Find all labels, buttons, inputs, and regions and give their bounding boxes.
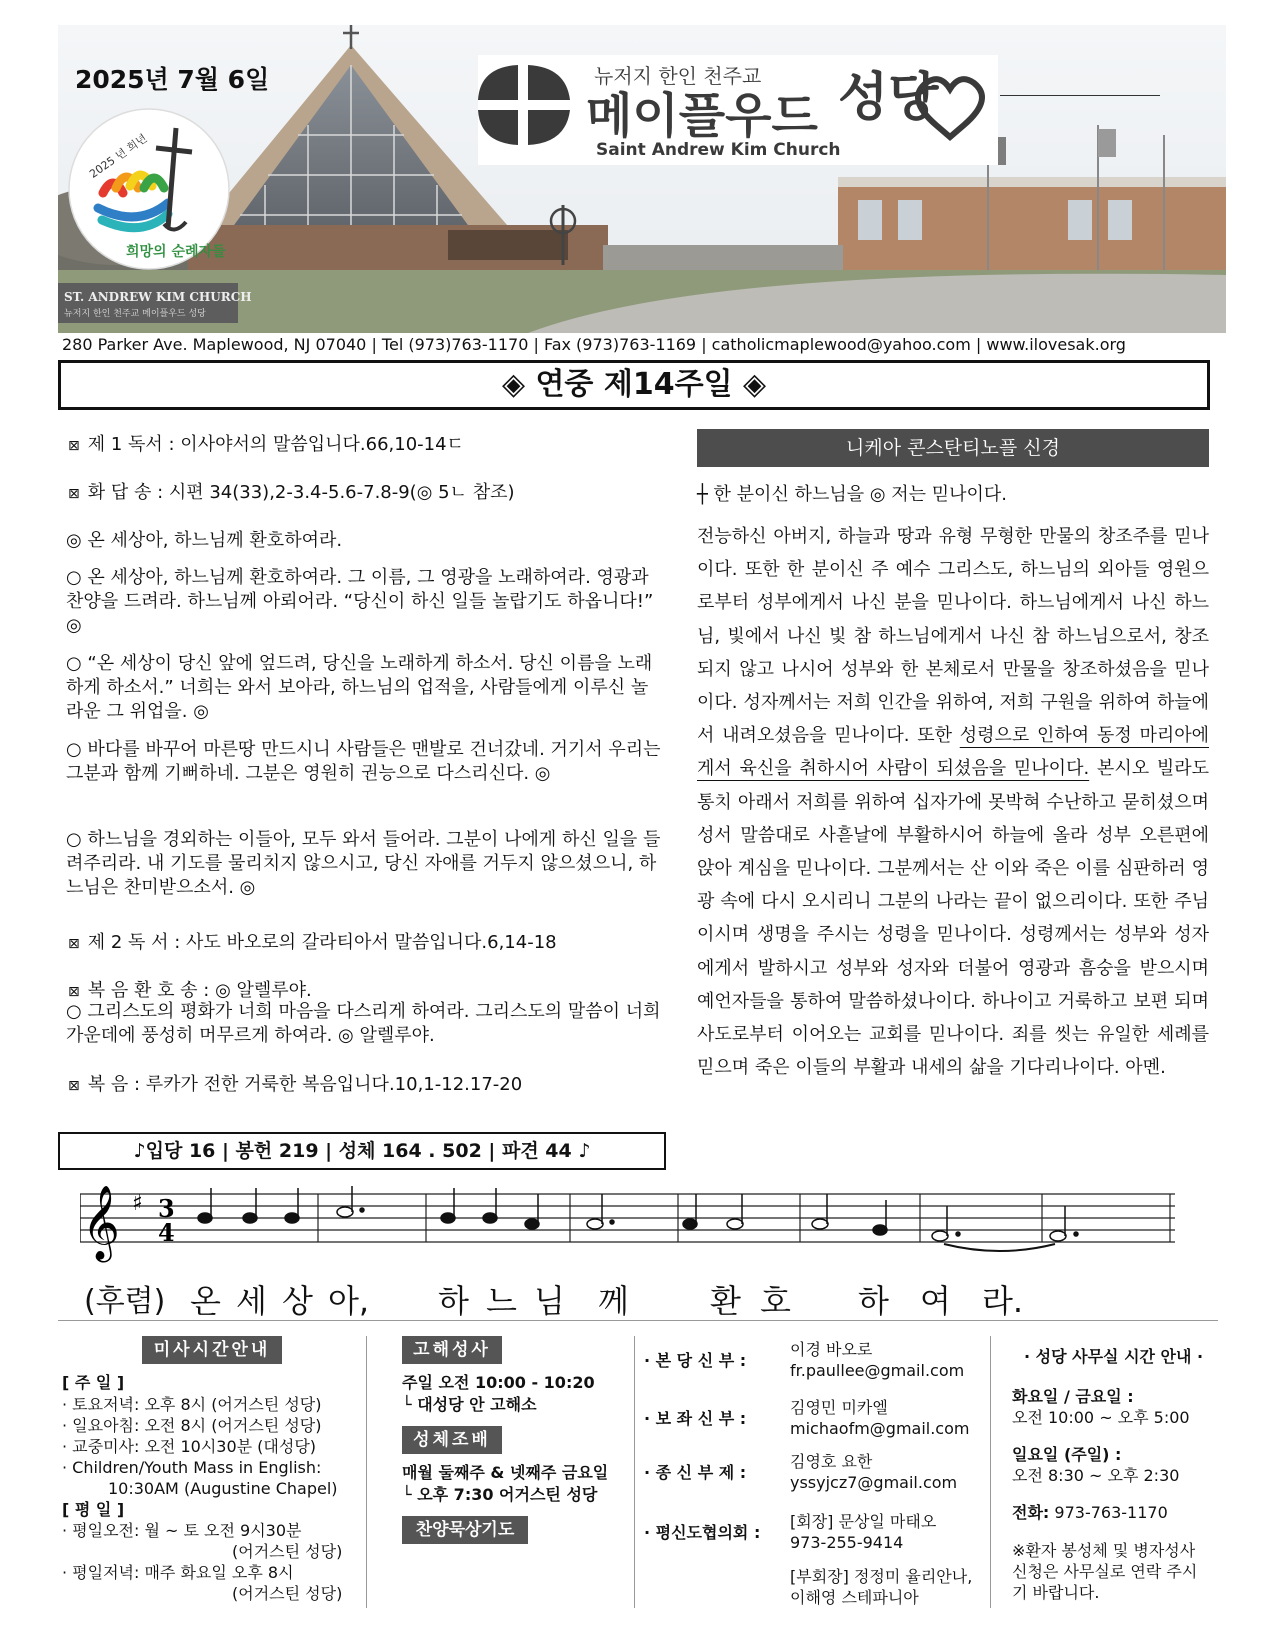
- praise-title: 찬양묵상기도: [402, 1516, 528, 1544]
- contact-address-line: 280 Parker Ave. Maplewood, NJ 07040 | Tel (973)763-1170 | Fax (973)763-1169 | catholicmaplewood@yahoo.com | www.ilovesak.org: [62, 335, 1126, 354]
- acclamation-verse: ○ 그리스도의 평화가 너희 마음을 다스리게 하여라. 그리스도의 말씀이 너희 가운데에 풍성히 머무르게 하여라. ◎ 알렐루야.: [66, 1001, 661, 1046]
- gospel-reading: ⊠ 복 음 : 루카가 전한 거룩한 복음입니다.10,1-12.17-20: [68, 1074, 523, 1095]
- sunday-title: ◈ 연중 제14주일 ◈: [58, 360, 1210, 410]
- office-sunday-time: 오전 8:30 ~ 오후 2:30: [1012, 1466, 1180, 1485]
- church-sign-subtext: 뉴저지 한인 천주교 메이플우드 성당: [64, 309, 206, 319]
- logo-heart-text: 성당: [838, 68, 939, 128]
- second-reading: ⊠ 제 2 독 서 : 사도 바오로의 갈라티아서 말씀입니다.6,14-18: [68, 932, 557, 953]
- parish-logo-cross-icon: [478, 65, 570, 145]
- staff-name: 김영민 미카엘: [790, 1398, 888, 1417]
- creed-body: 전능하신 아버지, 하늘과 땅과 유형 무형한 만물의 창조주를 믿나이다. 또한 한 분이신 주 예수 그리스도, 하느님의 외아들 영원으로부터 성부에게서 나신 분을 믿나이다. 하느님에게서 나신 하느님, 빛에서 나신 빛 참 하느님에게서 나신 참 하느님으로서, 창조되지 않고 나시어 성부와 한 본체로서 만물을 창조하셨음을 믿나이다. 성자께서는 저희 인간을 위하여, 저희 구원을 위하여 하늘에서 내려오셨음을 믿나이다. 또한 성령으로 인하여 동정 마리아에게서 육신을 취하시어 사람이 되셨음을 믿나이다. 본시오 빌라도 통치 아래서 저희를 위하여 십자가에 못박혀 수난하고 묻히셨으며 성서 말씀대로 사흗날에 부활하시어 하늘에 올라 성부 오른편에 앉아 계심을 믿나이다. 그분께서는 산 이와 죽은 이를 심판하러 영광 속에 다시 오시리니 그분의 나라는 끝이 없으리이다. 또한 주님이시며 생명을 주시는 성령을 믿나이다. 성령께서는 성부와 성자에게서 발하시고 성부와 성자와 더불어 영광과 흠숭을 받으시며 예언자들을 통하여 말씀하셨나이다. 하나이고 거룩하고 보편 되며 사도로부터 이어오는 교회를 믿나이다. 죄를 씻는 유일한 세례를 믿으며 죽은 이들의 부활과 내세의 삶을 기다리나이다. 아멘.: [697, 526, 1209, 1079]
- reading-marker-icon: ⊠: [68, 438, 80, 454]
- office-note: 신청은 사무실로 연락 주시: [1012, 1562, 1198, 1581]
- staff-email: michaofm@gmail.com: [790, 1419, 970, 1438]
- psalm-verse-4: ○ 하느님을 경외하는 이들아, 모두 와서 들어라. 그분이 나에게 하신 일을 들려주리라. 내 기도를 물리치지 않으시고, 당신 자애를 거두지 않으셨으니, 하느님은 찬미받으소서. ◎: [66, 829, 661, 898]
- responsorial-psalm: ⊠ 화 답 송 : 시편 34(33),2-3.4-5.6-7.8-9(◎ 5ㄴ 참조): [68, 482, 515, 503]
- logo-top-text: 뉴저지 한인 천주교: [594, 64, 762, 88]
- staff-role: · 보 좌 신 부 :: [644, 1409, 747, 1428]
- first-reading: ⊠ 제 1 독서 : 이사야서의 말씀입니다.66,10-14ㄷ: [68, 434, 464, 455]
- lyric-syllable: 호: [760, 1282, 791, 1320]
- sunday-label: [ 주 일 ]: [62, 1373, 125, 1392]
- lyric-syllable: 님: [534, 1282, 565, 1320]
- time-signature: 4: [158, 1218, 175, 1247]
- confession-place: └ 대성당 안 고해소: [402, 1395, 537, 1414]
- office-weekday-time: 오전 10:00 ~ 오후 5:00: [1012, 1408, 1190, 1427]
- staff-role: · 종 신 부 제 :: [644, 1463, 747, 1482]
- lyric-syllable: 하: [438, 1282, 469, 1320]
- church-sign-text: ST. ANDREW KIM CHURCH: [64, 290, 252, 304]
- creed-title: 니케아 콘스탄티노플 신경: [697, 429, 1209, 467]
- footer-separator: [366, 1336, 367, 1608]
- psalm-verse-2: ○ “온 세상이 당신 앞에 엎드려, 당신을 노래하게 하소서. 당신 이름을 노래하게 하소서.” 너희는 와서 보아라, 하느님의 업적을, 사람들에게 이루신 놀라운 그 위업을. ◎: [66, 653, 653, 722]
- lyric-syllable: 아,: [328, 1282, 370, 1320]
- office-title: · 성당 사무실 시간 안내 ·: [1024, 1347, 1204, 1366]
- office-sunday-label: 일요일 (주일) :: [1012, 1445, 1122, 1464]
- lyric-syllable: 하: [858, 1282, 889, 1320]
- lyric-syllable: 께: [598, 1282, 629, 1320]
- parish-logo: [478, 55, 998, 165]
- staff-name: 김영호 요한: [790, 1452, 873, 1471]
- staff-email: yssyjcz7@gmail.com: [790, 1473, 958, 1492]
- creed-first-line: ┼ 한 분이신 하느님을 ◎ 저는 믿나이다.: [697, 484, 1008, 505]
- mass-time-item: (어거스틴 성당): [232, 1584, 343, 1603]
- confession-time: 주일 오전 10:00 - 10:20: [402, 1373, 595, 1392]
- staff-role: · 본 당 신 부 :: [644, 1351, 747, 1370]
- mass-times-title: 미사시간안내: [142, 1336, 282, 1364]
- psalm-verse-3: ○ 바다를 바꾸어 마른땅 만드시니 사람들은 맨발로 건너갔네. 거기서 우리는 그분과 함께 기뻐하네. 그분은 영원히 권능으로 다스리신다. ◎: [66, 739, 661, 784]
- logo-rule-right: [1000, 95, 1160, 96]
- logo-english-text: Saint Andrew Kim Church: [596, 140, 841, 160]
- lyric-syllable: 환: [710, 1282, 741, 1320]
- gospel-acclamation: ⊠ 복 음 환 호 송 : ◎ 알렐루야.: [68, 980, 312, 1001]
- sharp-icon: ♯: [132, 1191, 143, 1216]
- office-note: ※환자 봉성체 및 병자성사: [1012, 1541, 1196, 1560]
- lyric-syllable: 세: [236, 1282, 267, 1320]
- mass-time-item: 10:30AM (Augustine Chapel): [108, 1479, 338, 1498]
- reading-marker-icon: ⊠: [68, 1078, 80, 1094]
- lyric-syllable: 느: [486, 1282, 517, 1320]
- office-note: 기 바랍니다.: [1012, 1583, 1100, 1602]
- footer-separator: [634, 1336, 635, 1608]
- adoration-title: 성체조배: [402, 1426, 502, 1454]
- refrain-label: (후렴): [84, 1284, 166, 1319]
- lyric-syllable: 상: [282, 1282, 313, 1320]
- psalm-verse-1: ○ 온 세상아, 하느님께 환호하여라. 그 이름, 그 영광을 노래하여라. 영광과 찬양을 드려라. 하느님께 아뢰어라. “당신이 하신 일들 놀랍기도 하옵니다!” ◎: [66, 567, 654, 636]
- lyric-syllable: 라.: [982, 1282, 1024, 1320]
- staff-email: fr.paullee@gmail.com: [790, 1361, 965, 1380]
- jubilee-motto-text: 희망의 순례자들: [126, 244, 226, 260]
- reading-marker-icon: ⊠: [68, 936, 80, 952]
- jubilee-year-text: 2025 년 희년: [87, 131, 150, 181]
- office-weekday-label: 화요일 / 금요일 :: [1012, 1387, 1134, 1406]
- psalm-response: ◎ 온 세상아, 하느님께 환호하여라.: [66, 530, 343, 551]
- office-phone: 전화: 973-763-1170: [1012, 1503, 1168, 1522]
- mass-time-item: · 평일오전: 월 ~ 토 오전 9시30분: [62, 1521, 302, 1540]
- mass-time-item: · 교중미사: 오전 10시30분 (대성당): [62, 1437, 317, 1456]
- adoration-time: └ 오후 7:30 어거스틴 성당: [402, 1485, 598, 1504]
- weekday-label: [ 평 일 ]: [62, 1500, 125, 1519]
- confession-title: 고해성사: [402, 1336, 502, 1364]
- footer-divider: [58, 1320, 1218, 1321]
- vice-president-line: 이해영 스테파니아: [790, 1588, 919, 1607]
- mass-time-item: · 일요아침: 오전 8시 (어거스틴 성당): [62, 1416, 322, 1435]
- lyric-syllable: 온: [190, 1282, 221, 1320]
- footer-separator: [990, 1336, 991, 1608]
- lyric-syllable: 여: [920, 1282, 951, 1320]
- reading-marker-icon: ⊠: [68, 984, 80, 1000]
- staff-name: [회장] 문상일 마태오: [790, 1512, 937, 1531]
- treble-clef-icon: 𝄞: [82, 1186, 120, 1260]
- hymn-numbers: ♪입당 16 | 봉헌 219 | 성체 164 . 502 | 파견 44 ♪: [58, 1132, 666, 1170]
- bulletin-date: 2025년 7월 6일: [75, 65, 270, 94]
- logo-main-text: 메이플우드: [586, 88, 818, 144]
- mass-time-item: · Children/Youth Mass in English:: [62, 1458, 322, 1477]
- creed-underlined-text: 성령으로 인하여 동정 마리아에게서 육신을 취하시어 사람이 되셨음을 믿나이다.: [697, 725, 1209, 780]
- adoration-schedule: 매월 둘째주 & 넷째주 금요일: [402, 1463, 609, 1482]
- mass-time-item: · 토요저녁: 오후 8시 (어거스틴 성당): [62, 1395, 322, 1414]
- mass-time-item: · 평일저녁: 매주 화요일 오후 8시: [62, 1563, 294, 1582]
- staff-role: · 평신도협의회 :: [644, 1523, 761, 1542]
- vice-president-line: [부회장] 정정미 율리안나,: [790, 1567, 973, 1586]
- mass-time-item: (어거스틴 성당): [232, 1542, 343, 1561]
- jubilee-logo: [68, 108, 230, 270]
- staff-phone: 973-255-9414: [790, 1533, 904, 1552]
- staff-name: 이경 바오로: [790, 1340, 873, 1359]
- time-signature: 3: [158, 1194, 175, 1223]
- reading-marker-icon: ⊠: [68, 486, 80, 502]
